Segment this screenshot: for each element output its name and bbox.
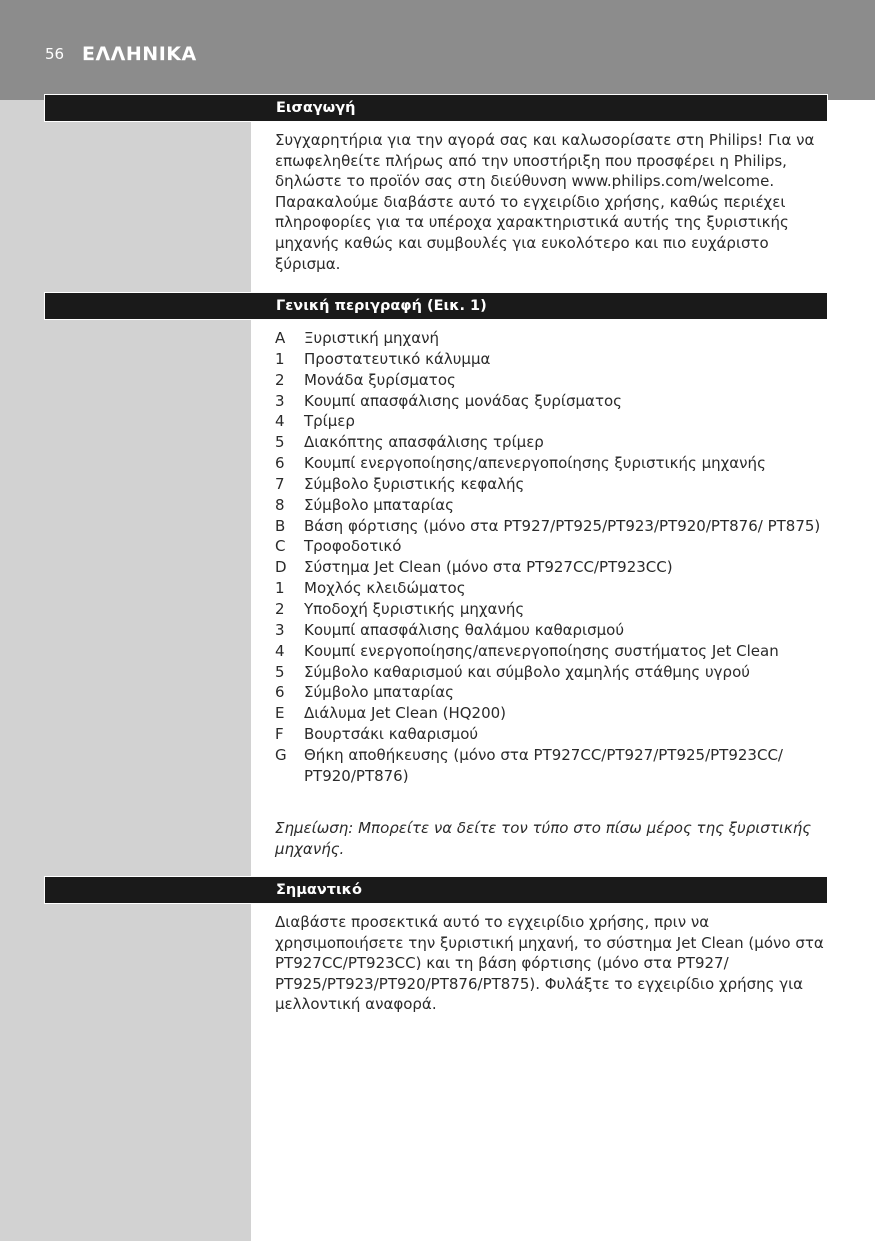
list-item-text: Κουμπί ενεργοποίησης/απενεργοποίησης ξυριστικής μηχανής [304, 454, 766, 473]
list-item [275, 620, 828, 641]
parts-list [275, 328, 828, 787]
model-note: Σημείωση: Μπορείτε να δείτε τον τύπο στο πίσω μέρος της ξυριστικής μηχανής. [275, 819, 812, 858]
list-item-text: Βουρτσάκι καθαρισμού [304, 725, 479, 744]
list-item-marker: 8 [275, 495, 285, 514]
page-header-band [0, 0, 875, 100]
list-item-marker: 2 [275, 599, 285, 618]
list-item-text: Διακόπτης απασφάλισης τρίμερ [304, 433, 544, 452]
list-item [275, 724, 828, 745]
section-title-description: Γενική περιγραφή (Εικ. 1) [276, 298, 487, 314]
list-item-text: Θήκη αποθήκευσης (μόνο στα PT927CC/PT927/PT925/PT923CC/ PT920/PT876) [304, 745, 783, 785]
list-item [275, 662, 828, 683]
list-item-marker: 4 [275, 412, 285, 431]
list-item-marker: 4 [275, 641, 285, 660]
list-item-text: Υποδοχή ξυριστικής μηχανής [304, 599, 525, 618]
list-item [275, 411, 828, 432]
intro-text: Συγχαρητήρια για την αγορά σας και καλωσορίσατε στη Philips! Για να επωφεληθείτε πλήρως από την υποστήριξη που προσφέρει η Philips, δηλώστε το προϊόν σας στη διεύθυνση www.philips.com/welcome. Παρακαλούμε διαβάστε αυτό το εγχειρίδιο χρήσης, καθώς περιέχει πληροφορίες για τα υπέροχα χαρακτηριστικά αυτής της ξυριστικής μηχανής καθώς και συμβουλές για ευκολότερο και πιο ευχάριστο ξύρισμα. [275, 131, 815, 273]
list-item-text: Σύμβολο καθαρισμού και σύμβολο χαμηλής στάθμης υγρού [304, 662, 750, 681]
intro-paragraph [275, 130, 828, 274]
important-paragraph [275, 912, 828, 1015]
list-item-text: Σύμβολο ξυριστικής κεφαλής [304, 474, 525, 493]
list-item [275, 641, 828, 662]
list-item-marker: 5 [275, 662, 285, 681]
list-item [275, 516, 828, 537]
list-item [275, 682, 828, 703]
list-item-text: Σύμβολο μπαταρίας [304, 495, 454, 514]
list-item-marker: D [275, 558, 287, 577]
list-item-marker: 3 [275, 620, 285, 639]
list-item-text: Σύστημα Jet Clean (μόνο στα PT927CC/PT923CC) [304, 558, 673, 577]
list-item-text: Κουμπί απασφάλισης θαλάμου καθαρισμού [304, 620, 625, 639]
list-item-marker: A [275, 329, 286, 347]
list-item [275, 578, 828, 599]
important-text: Διαβάστε προσεκτικά αυτό το εγχειρίδιο χρήσης, πριν να χρησιμοποιήσετε την ξυριστική μηχανή, το σύστημα Jet Clean (μόνο στα PT927CC/PT923CC) και τη βάση φόρτισης (μόνο στα PT927/ PT925/PT923/PT920/PT876/PT875). Φυλάξτε το εγχειρίδιο χρήσης για μελλοντική αναφορά. [275, 913, 824, 1014]
list-item [275, 495, 828, 516]
list-item [275, 703, 828, 724]
list-item-text: Ξυριστική μηχανή [304, 329, 439, 347]
list-item-marker: E [275, 704, 285, 723]
list-item-marker: 6 [275, 683, 285, 702]
list-item-marker: 7 [275, 474, 285, 493]
list-item [275, 599, 828, 620]
list-item-marker: 1 [275, 349, 285, 368]
list-item [275, 474, 828, 495]
list-item-text: Τρίμερ [304, 412, 355, 431]
list-item-marker: C [275, 537, 286, 556]
language-title: ΕΛΛΗΝΙΚΑ [82, 43, 197, 65]
list-item-text: Μονάδα ξυρίσματος [304, 370, 456, 389]
list-item [275, 432, 828, 453]
section-bar-intro [44, 94, 828, 122]
list-item [275, 349, 828, 370]
section-title-intro: Εισαγωγή [276, 100, 356, 116]
list-item-text: Προστατευτικό κάλυμμα [304, 349, 491, 368]
list-item-marker: 3 [275, 391, 285, 410]
section-bar-description [44, 292, 828, 320]
list-item-text: Βάση φόρτισης (μόνο στα PT927/PT925/PT923/PT920/PT876/ PT875) [304, 516, 821, 535]
list-item [275, 536, 828, 557]
list-item-marker: 6 [275, 454, 285, 473]
page-number: 56 [45, 45, 65, 63]
list-item-text: Σύμβολο μπαταρίας [304, 683, 454, 702]
list-item-text: Κουμπί ενεργοποίησης/απενεργοποίησης συστήματος Jet Clean [304, 641, 779, 660]
list-item [275, 328, 828, 349]
list-item-marker: B [275, 516, 286, 535]
list-item-marker: 5 [275, 433, 285, 452]
list-item [275, 557, 828, 578]
list-item-marker: G [275, 745, 287, 764]
list-item-text: Τροφοδοτικό [304, 537, 402, 556]
list-item-text: Κουμπί απασφάλισης μονάδας ξυρίσματος [304, 391, 622, 410]
list-item [275, 745, 828, 787]
list-item-marker: F [275, 725, 284, 744]
list-item-text: Διάλυμα Jet Clean (HQ200) [304, 704, 507, 723]
section-bar-important [44, 876, 828, 904]
list-item-text: Μοχλός κλειδώματος [304, 579, 466, 598]
list-item [275, 370, 828, 391]
list-item [275, 391, 828, 412]
list-item-marker: 2 [275, 370, 285, 389]
list-item [275, 453, 828, 474]
section-title-important: Σημαντικό [276, 882, 362, 898]
list-item-marker: 1 [275, 579, 285, 598]
left-margin-column [0, 100, 251, 1241]
